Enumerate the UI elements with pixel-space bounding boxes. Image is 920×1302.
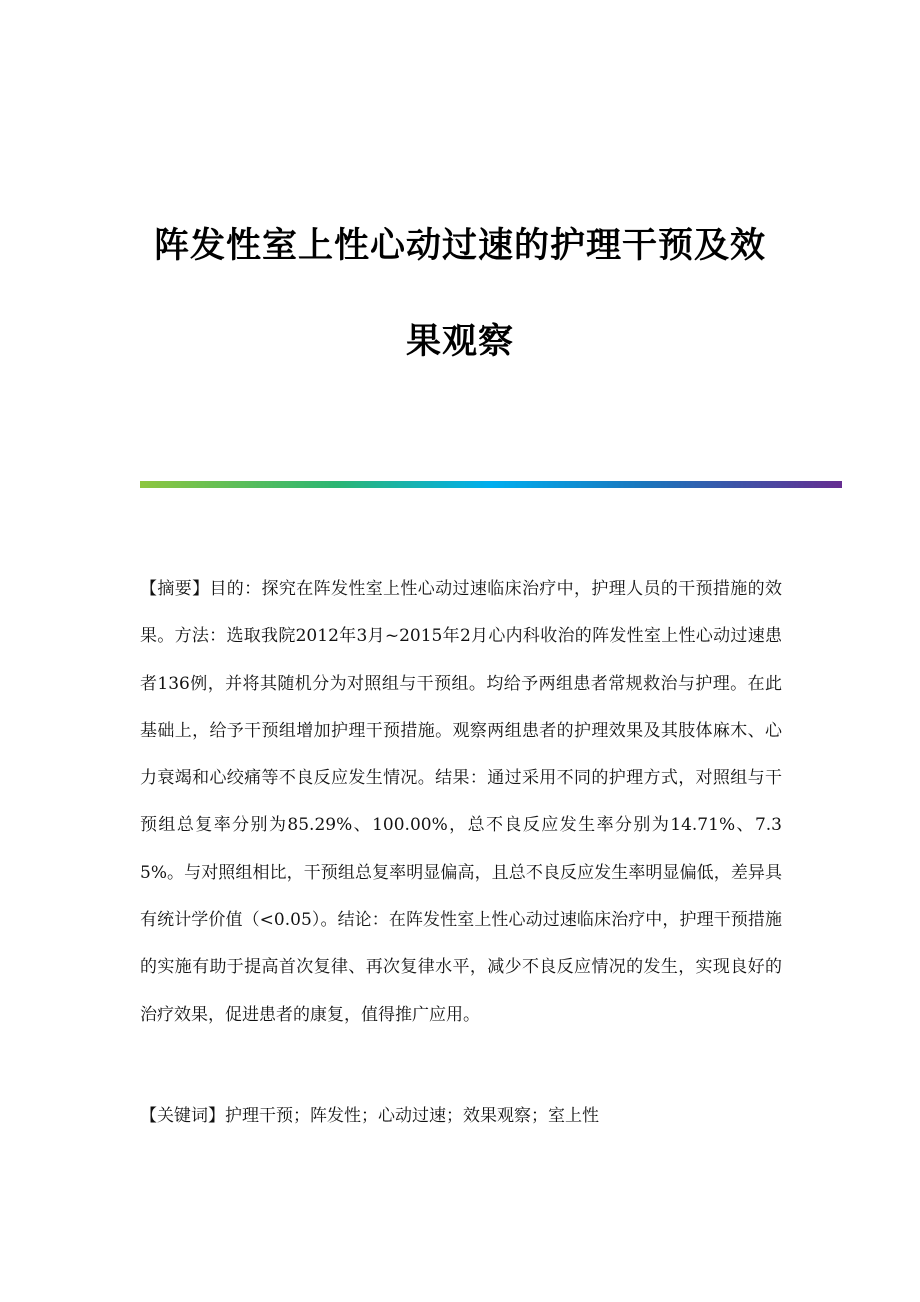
gradient-divider — [140, 481, 842, 488]
document-title-line-2: 果观察 — [405, 322, 514, 362]
keywords-paragraph: 【关键词】护理干预；阵发性；心动过速；效果观察；室上性 — [140, 1106, 599, 1126]
abstract-paragraph: 【摘要】目的：探究在阵发性室上性心动过速临床治疗中，护理人员的干预措施的效果。方法：选取我院2012年3月~2015年2月心内科收治的阵发性室上性心动过速患者136例，并将其随机分为对照组与干预组。均给予两组患者常规救治与护理。在此基础上，给予干预组增加护理干预措施。观察两组患者的护理效果及其肢体麻木、心力衰竭和心绞痛等不良反应发生情况。结果：通过采用不同的护理方式，对照组与干预组总复率分别为85.29%、100.00%，总不良反应发生率分别为14.71%、7.35%。与对照组相比，干预组总复率明显偏高，且总不良反应发生率明显偏低，差异具有统计学价值（<0.05）。结论：在阵发性室上性心动过速临床治疗中，护理干预措施的实施有助于提高首次复律、再次复律水平，减少不良反应情况的发生，实现良好的治疗效果，促进患者的康复，值得推广应用。 — [140, 579, 782, 1025]
document-title-line-1: 阵发性室上性心动过速的护理干预及效 — [153, 226, 766, 266]
